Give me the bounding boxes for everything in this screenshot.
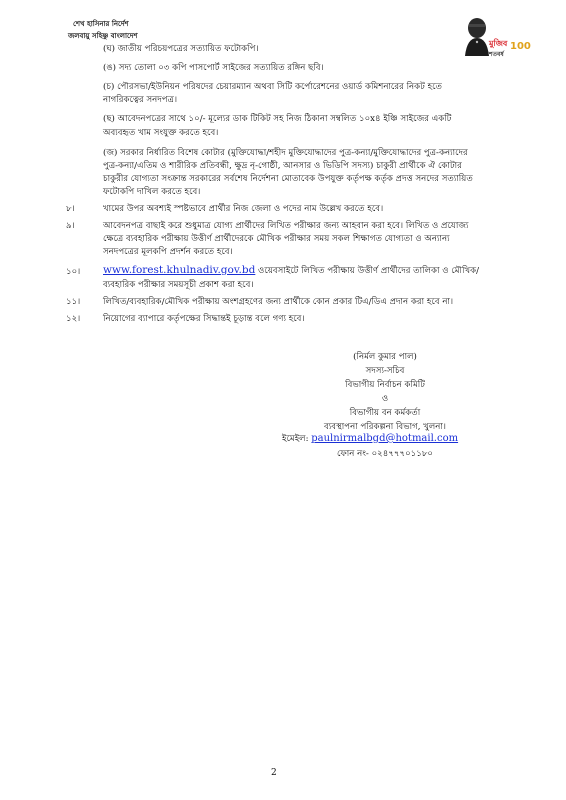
item-text-10-rest: ওয়েবসাইটে লিখিত পরীক্ষায় উত্তীর্ণ প্রার্থীদের তালিকা ও মৌখিক/	[255, 266, 480, 276]
signatory-and: ও	[381, 394, 389, 404]
item-number-8: ৮।	[66, 204, 75, 214]
doc-item-chha-line2: অব্যবহৃত খাম সংযুক্ত করতে হবে।	[103, 128, 219, 138]
signatory-committee: বিভাগীয় নির্বাচন কমিটি	[345, 380, 425, 390]
header-slogan-1: শেখ হাসিনার নির্দেশ	[73, 20, 129, 28]
doc-item-cha-line2: নাগরিকত্বের সনদপত্র।	[103, 95, 178, 105]
email-label: ইমেইল:	[282, 434, 309, 444]
item-text-9-line2: ক্ষেত্রে ব্যবহারিক পরীক্ষায় উত্তীর্ণ প্রার্থীদেরকে মৌখিক পরীক্ষার সময় সকল শিক্ষাগত যোগ্যতা ও অন্যান্য	[103, 234, 450, 244]
signatory-officer: বিভাগীয় বন কর্মকর্তা	[349, 408, 421, 418]
phone-number: ফোন নং- ০২৪৭৭৭০১১৮০	[336, 449, 433, 459]
doc-item-cha-line1: (চ) পৌরসভা/ইউনিয়ন পরিষদের চেয়ারম্যান অথবা সিটি কর্পোরেশনের ওয়ার্ড কমিশনারের নিকট হতে	[103, 82, 443, 92]
doc-item-ja-line3: চাকুরীর যোগ্যতা সংক্রান্ত সরকারের সর্বশেষ নির্দেশনা মোতাবেক উপযুক্ত কর্তৃপক্ষ কর্তৃক প্রদত্ত সনদের সত্যায়িত	[103, 174, 473, 184]
website-link[interactable]: www.forest.khulnadiv.gov.bd	[103, 264, 256, 276]
item-text-8: খামের উপর অবশ্যই স্পষ্টভাবে প্রার্থীর নিজ জেলা ও পদের নাম উল্লেখ করতে হবে।	[103, 204, 384, 214]
page-number: 2	[271, 768, 277, 778]
signatory-name: (নির্মল কুমার পাল)	[353, 352, 417, 362]
header-slogan-2: জলবায়ু সহিষ্ণু বাংলাদেশ	[68, 32, 138, 40]
doc-item-uo: (ঙ) সদ্য তোলা ০৩ কপি পাসপোর্ট সাইজের সত্যায়িত রঙ্গিন ছবি।	[103, 63, 324, 73]
item-text-9-line1: আবেদনপত্র বাছাই করে শুধুমাত্র যোগ্য প্রার্থীদের লিখিত পরীক্ষার জন্য আহবান করা হবে। লিখিত ও প্রযোজ্য	[103, 221, 469, 231]
item-number-11: ১১।	[66, 297, 81, 307]
email-link[interactable]: paulnirmalbgd@hotmail.com	[311, 433, 459, 444]
doc-item-ja-line4: ফটোকপি দাখিল করতে হবে।	[103, 187, 201, 197]
item-text-10-line1	[103, 264, 515, 278]
mujib-centenary-logo	[455, 12, 531, 64]
signatory-division: ব্যবস্থাপনা পরিকল্পনা বিভাগ, খুলনা।	[324, 422, 446, 432]
item-text-12: নিয়োগের ব্যাপারে কর্তৃপক্ষের সিদ্ধান্তই চূড়ান্ত বলে গণ্য হবে।	[103, 314, 305, 324]
logo-number: 100	[510, 41, 531, 52]
item-number-12: ১২।	[66, 314, 81, 324]
logo-text-bottom: শতবর্ষ	[489, 51, 504, 58]
item-text-10-line2: ব্যবহারিক পরীক্ষার সময়সূচী প্রকাশ করা হবে।	[103, 280, 254, 290]
signatory-role: সদস্য-সচিব	[365, 366, 405, 376]
doc-item-gha: (ঘ) জাতীয় পরিচয়পত্রের সত্যায়িত ফটোকপি।	[103, 44, 259, 54]
doc-item-ja-line2: পুত্র-কন্যা/এতিম ও শারীরিক প্রতিবন্ধী, ক্ষুদ্র নৃ-গোষ্ঠী, আনসার ও ভিডিপি সদস্য) চাকুরী প্রার্থীকে ঐ কোটার	[103, 161, 462, 171]
item-text-11: লিখিত/ব্যবহারিক/মৌখিক পরীক্ষায় অংশগ্রহণের জন্য প্রার্থীকে কোন প্রকার টিএ/ডিএ প্রদান করা হবে না।	[103, 297, 454, 307]
logo-text-top: মুজিব	[489, 39, 508, 48]
doc-item-ja-line1: (জ) সরকার নির্ধারিত বিশেষ কোটার (মুক্তিযোদ্ধা/শহীদ মুক্তিযোদ্ধাদের পুত্র-কন্যা/মুক্তিযোদ্ধাদের পুত্র-কন্যাদের	[103, 148, 468, 158]
item-number-10: ১০।	[66, 267, 81, 277]
item-text-9-line3: সনদপত্রের মূলকপি প্রদর্শন করতে হবে।	[103, 247, 233, 257]
doc-item-chha-line1: (ছ) আবেদনপত্রের সাথে ১০/- মূল্যের ডাক টিকিট সহ নিজ ঠিকানা সম্বলিত ১০x৪ ইঞ্চি সাইজের একটি	[103, 114, 452, 124]
item-number-9: ৯।	[66, 221, 75, 231]
email-line	[282, 432, 458, 446]
